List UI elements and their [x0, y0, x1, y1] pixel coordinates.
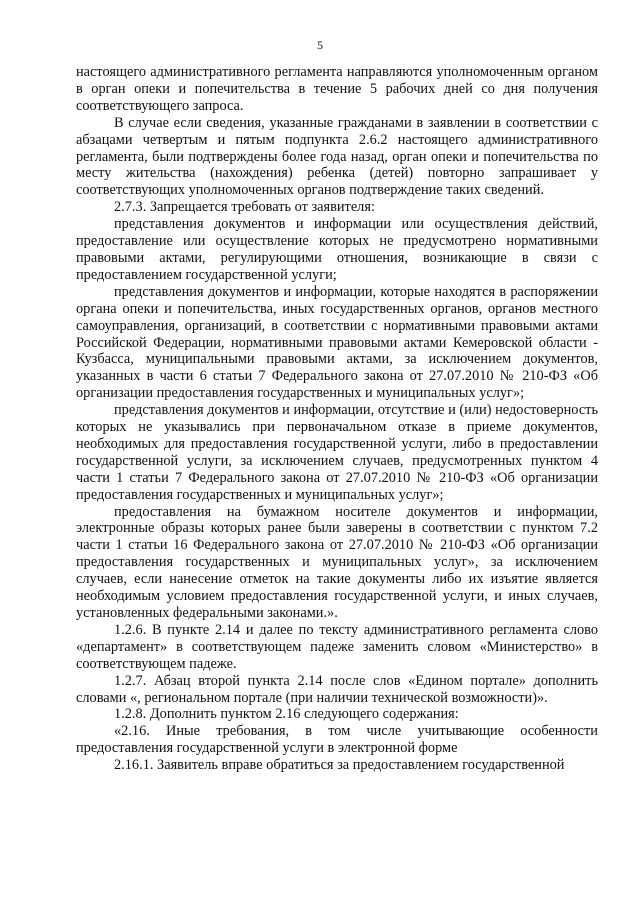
- paragraph: 1.2.6. В пункте 2.14 и далее по тексту административного регламента слово «департамент» в соответствующем падеже заменить словом «Министерство» в соответствующем падеже.: [76, 621, 598, 672]
- paragraph: представления документов и информации, отсутствие и (или) недостоверность которых не указывались при первоначальном отказе в приеме документов, необходимых для предоставления государственной услуги, либо в предоставлении государственной услуги, за исключением случаев, предусмотренных пунктом 4 части 1 статьи 7 Федерального закона от 27.07.2010 № 210-ФЗ «Об организации предоставления государственных и муниципальных услуг»;: [76, 402, 598, 503]
- paragraph: 2.7.3. Запрещается требовать от заявителя:: [114, 199, 375, 216]
- paragraph: 2.16.1. Заявитель вправе обратиться за предоставлением государственной: [114, 757, 565, 774]
- paragraph: настоящего административного регламента направляются уполномоченным органом в орган опеки и попечительства в течение 5 рабочих дней со дня получения соответствующего запроса.: [76, 64, 598, 114]
- paragraph: представления документов и информации, которые находятся в распоряжении органа опеки и попечительства, иных государственных органов, органов местного самоуправления, организаций, в соответствии с нормативными правовыми актами Российской Федерации, нормативными правовыми актами Кемеровской области - Кузбасса, муниципальными правовыми актами, за исключением документов, указанных в части 6 статьи 7 Федерального закона от 27.07.2010 № 210-ФЗ «Об организации предоставления государственных и муниципальных услуг»;: [76, 283, 598, 402]
- paragraph: предоставления на бумажном носителе документов и информации, электронные образы которых ранее были заверены в соответствии с пунктом 7.2 части 1 статьи 16 Федерального закона от 27.07.2010 № 210-ФЗ «Об организации предоставления государственных и муниципальных услуг», за исключением случаев, если нанесение отметок на такие документы либо их изъятие является необходимым условием предоставления государственной услуги, и иных случаев, установленных федеральными законами.».: [76, 503, 598, 621]
- paragraph: представления документов и информации или осуществления действий, предоставление или осуществление которых не предусмотрено нормативными правовыми актами, регулирующими отношения, возникающие в связи с предоставлением государственной услуги;: [76, 216, 598, 283]
- page-number: 5: [317, 38, 323, 52]
- paragraph: 1.2.7. Абзац второй пункта 2.14 после слов «Едином портале» дополнить словами «, региональном портале (при наличии технической возможности)».: [76, 672, 598, 706]
- paragraph: 1.2.8. Дополнить пунктом 2.16 следующего содержания:: [114, 706, 459, 723]
- paragraph: В случае если сведения, указанные гражданами в заявлении в соответствии с абзацами четвертым и пятым подпункта 2.6.2 настоящего административного регламента, были подтверждены более года назад, орган опеки и попечительства по месту жительства (нахождения) ребенка (детей) повторно запрашивает у соответствующих уполномоченных органов подтверждение таких сведений.: [76, 114, 598, 199]
- document-body: [76, 64, 598, 774]
- paragraph: «2.16. Иные требования, в том числе учитывающие особенности предоставления государственной услуги в электронной форме: [76, 723, 598, 757]
